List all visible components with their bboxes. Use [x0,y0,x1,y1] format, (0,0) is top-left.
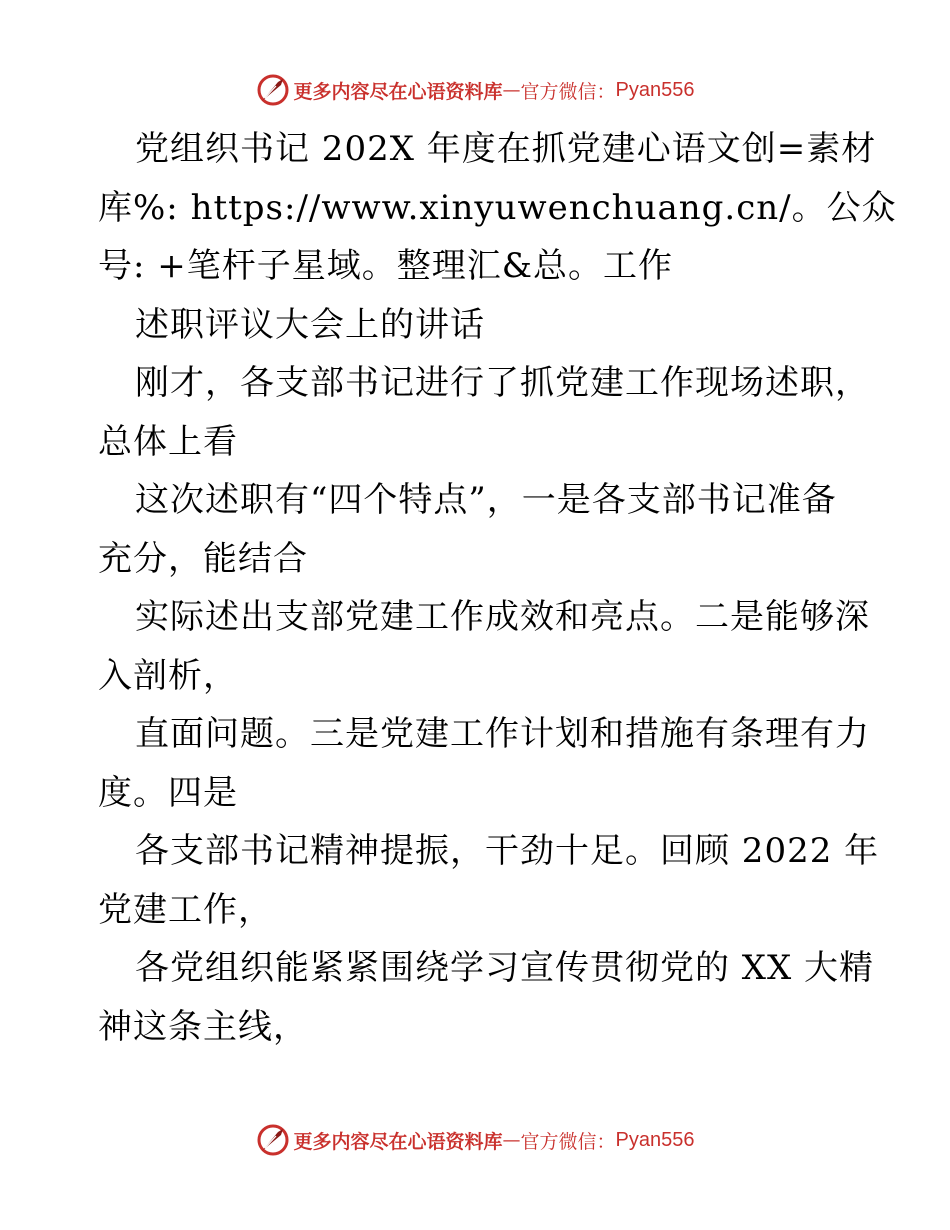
footer-banner [0,1120,950,1160]
body-line: 神这条主线， [98,1006,308,1047]
header-separator: — [502,79,521,101]
body-line: 号: +笔杆子星域。整理汇&总。工作 [98,246,674,286]
body-line: 刚才，各支部书记进行了抓党建工作现场述职， [135,363,870,403]
body-line: 度。四是 [98,772,238,813]
footer-wechat-label: 官方微信： [520,1130,616,1153]
body-line: 总体上看 [98,421,238,462]
body-line: 述职评议大会上的讲话 [135,304,485,345]
body-line: 这次述职有“四个特点”，一是各支部书记准备 [135,480,837,520]
footer-separator: — [502,1129,521,1151]
body-line: 党建工作， [98,889,273,930]
header-wechat-label: 官方微信： [520,80,616,103]
body-line: 实际述出支部党建工作成效和亮点。二是能够深 [135,597,870,637]
body-line: 充分，能结合 [98,538,308,579]
body-line: 各支部书记精神提振，干劲十足。回顾 2022 年 [135,831,880,871]
footer-promo-text: 更多内容尽在心语资料库 [293,1130,503,1153]
header-banner [0,70,950,110]
footer-wechat-id: Pyan556 [615,1128,695,1151]
document-body [98,120,897,1056]
quill-pen-circle-icon [256,73,290,107]
body-line: 党组织书记 202X 年度在抓党建心语文创=素材 [135,129,877,169]
body-line: 直面问题。三是党建工作计划和措施有条理有力 [135,714,870,754]
header-promo-text: 更多内容尽在心语资料库 [293,80,503,103]
quill-pen-circle-icon [256,1123,290,1157]
body-line: 入剖析， [98,655,238,696]
header-wechat-id: Pyan556 [615,78,695,101]
body-line: 各党组织能紧紧围绕学习宣传贯彻党的 XX 大精 [135,948,875,988]
body-line: 库%: https://www.xinyuwenchuang.cn/。公众 [98,187,897,228]
